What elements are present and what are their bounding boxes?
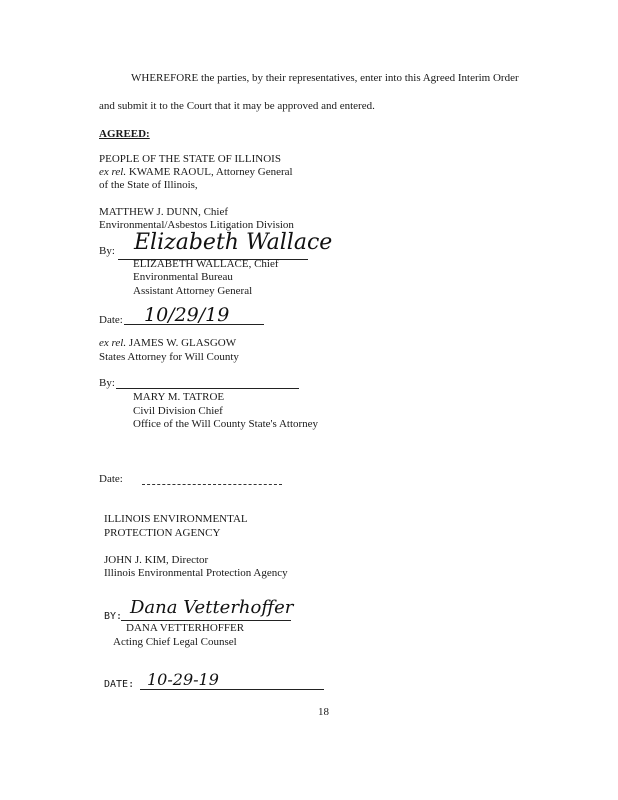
tatroe-signature-line xyxy=(116,388,299,389)
ex-rel-label: ex rel. xyxy=(99,337,127,349)
attorney-general: KWAME RAOUL, Attorney General xyxy=(128,166,293,178)
vetterhoffer-date-value: 10-29-19 xyxy=(147,670,219,689)
tatroe-date-line xyxy=(142,484,282,485)
tatroe-office: Office of the Will County State's Attorney xyxy=(133,418,319,430)
wallace-by-label: By: xyxy=(99,245,115,257)
glasgow-name: JAMES W. GLASGOW xyxy=(128,337,237,349)
iepa-line-2: PROTECTION AGENCY xyxy=(104,527,221,539)
glasgow-line xyxy=(99,337,236,350)
vetterhoffer-date-label: DATE: xyxy=(104,679,135,690)
wallace-date-value: 10/29/19 xyxy=(144,304,230,326)
intro-line-1: WHEREFORE the parties, by their representatives, enter into this Agreed Interim Order xyxy=(131,72,519,84)
dunn-name: MATTHEW J. DUNN, Chief xyxy=(99,206,229,218)
iepa-director: JOHN J. KIM, Director xyxy=(104,554,209,566)
vetterhoffer-name: DANA VETTERHOFFER xyxy=(126,622,245,634)
agreed-heading: AGREED: xyxy=(99,128,150,140)
people-line-3: of the State of Illinois, xyxy=(99,179,198,191)
dunn-division: Environmental/Asbestos Litigation Division xyxy=(99,219,294,231)
tatroe-date-label: Date: xyxy=(99,473,123,485)
iepa-line-1: ILLINOIS ENVIRONMENTAL xyxy=(104,513,248,525)
tatroe-by-label: By: xyxy=(99,377,115,389)
wallace-bureau: Environmental Bureau xyxy=(133,271,233,283)
ex-rel-label: ex rel. xyxy=(99,166,127,178)
glasgow-title: States Attorney for Will County xyxy=(99,351,239,363)
vetterhoffer-signature: Dana Vetterhoffer xyxy=(130,597,294,618)
iepa-agency: Illinois Environmental Protection Agency xyxy=(104,567,288,579)
tatroe-name: MARY M. TATROE xyxy=(133,391,225,403)
wallace-title: Assistant Attorney General xyxy=(133,285,253,297)
people-line-2 xyxy=(99,166,293,179)
tatroe-title: Civil Division Chief xyxy=(133,405,223,417)
vetterhoffer-title: Acting Chief Legal Counsel xyxy=(113,636,237,648)
wallace-name: ELIZABETH WALLACE, Chief xyxy=(133,258,279,270)
wallace-date-label: Date: xyxy=(99,314,123,326)
vetterhoffer-signature-line xyxy=(121,620,291,621)
vetterhoffer-by-label: BY: xyxy=(104,611,123,622)
page-number: 18 xyxy=(318,706,329,718)
wallace-signature: Elizabeth Wallace xyxy=(134,230,333,255)
intro-line-2: and submit it to the Court that it may be approved and entered. xyxy=(99,100,375,112)
people-line-1: PEOPLE OF THE STATE OF ILLINOIS xyxy=(99,153,281,165)
